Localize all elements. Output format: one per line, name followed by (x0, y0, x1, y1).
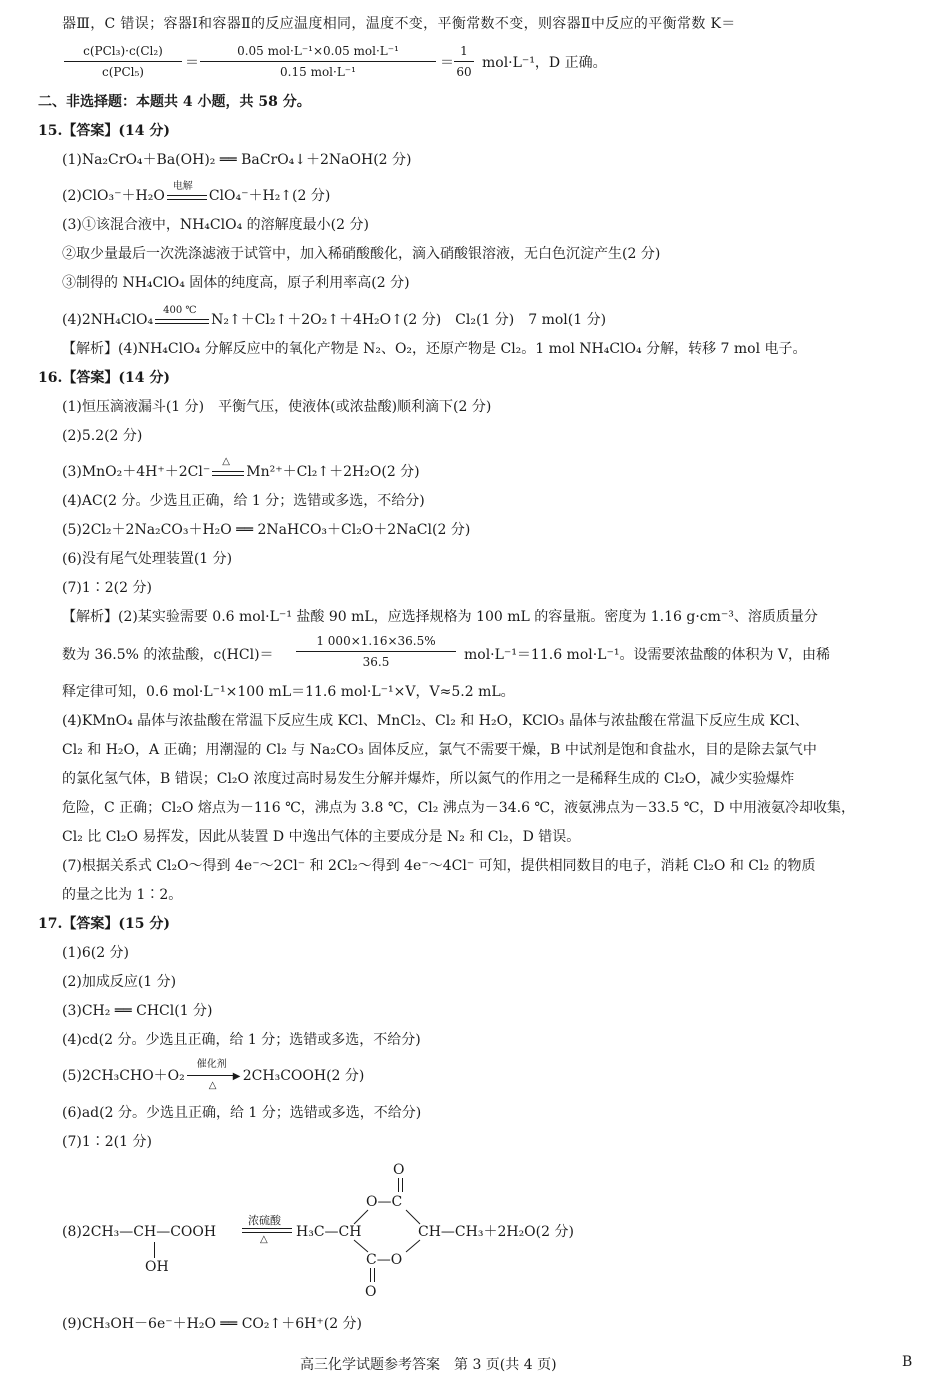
fraction-denominator: 60 (456, 65, 472, 79)
reaction-condition-bottom: △ (208, 1080, 217, 1091)
answer-line: (6)ad(2 分。少选且正确，给 1 分；选错或多选，不给分) (62, 1105, 422, 1121)
equals-sign: ＝ (440, 55, 454, 71)
answer-line: (7)1∶2(1 分) (62, 1134, 152, 1150)
question-heading-15: 15.【答案】(14 分) (38, 123, 170, 139)
ring-ester-bottom: C—O (366, 1252, 403, 1268)
fraction-k-values (200, 42, 436, 81)
answer-line: (3)CH₂ ══ CHCl(1 分) (62, 1003, 213, 1019)
ring-ester-top: O—C (366, 1194, 403, 1210)
fraction-concentration (296, 632, 456, 671)
answer-line: ②取少量最后一次洗涤滤液于试管中，加入稀硝酸酸化，滴入硝酸银溶液，无白色沉淀产生(2 分) (62, 246, 661, 262)
answer-line: (5)2Cl₂＋2Na₂CO₃＋H₂O ══ 2NaHCO₃＋Cl₂O＋2NaCl(2 分) (62, 522, 471, 538)
fraction-denominator: 0.15 mol·L⁻¹ (280, 65, 356, 79)
fraction-denominator: 36.5 (362, 655, 390, 669)
equals-sign: ＝ (185, 55, 199, 71)
fraction-k-result (454, 42, 474, 81)
answer-line: (1)6(2 分) (62, 945, 130, 961)
text-line: 器Ⅲ，C 错误；容器Ⅰ和容器Ⅱ的反应温度相同，温度不变，平衡常数不变，则容器Ⅱ中反应的平衡常数 K＝ (62, 16, 736, 32)
ring-bonds (340, 1200, 430, 1260)
analysis-line: (7)根据关系式 Cl₂O～得到 4e⁻～2Cl⁻ 和 2Cl₂～得到 4e⁻～4Cl⁻ 可知，提供相同数目的电子，消耗 Cl₂O 和 Cl₂ 的物质 (62, 858, 816, 874)
analysis-line: Cl₂ 比 Cl₂O 易挥发，因此从装置 D 中逸出气体的主要成分是 N₂ 和 Cl₂，D 错误。 (62, 829, 581, 845)
answer-line: (2)ClO₃⁻＋H₂O 电解 ClO₄⁻＋H₂↑(2 分) (62, 186, 330, 206)
answer-line: (1)Na₂CrO₄＋Ba(OH)₂ ══ BaCrO₄↓＋2NaOH(2 分) (62, 152, 412, 168)
answer-line: ③制得的 NH₄ClO₄ 固体的纯度高，原子利用率高(2 分) (62, 275, 410, 291)
reaction-condition: 400 ℃ (163, 305, 197, 316)
reactant-formula: (8)2CH₃—CH—COOH (62, 1224, 217, 1240)
fraction-numerator: 0.05 mol·L⁻¹×0.05 mol·L⁻¹ (237, 44, 399, 58)
fraction-numerator: 1 000×1.16×36.5% (316, 634, 436, 648)
section-heading: 二、非选择题：本题共 4 小题，共 58 分。 (38, 94, 311, 110)
answer-line: (2)5.2(2 分) (62, 428, 143, 444)
answer-line: (4)2NH₄ClO₄ 400 ℃ N₂↑＋Cl₂↑＋2O₂↑＋4H₂O↑(2 分) Cl₂(1 分) 7 mol(1 分) (62, 310, 606, 330)
fraction-denominator: c(PCl₅) (102, 65, 144, 79)
answer-line: (4)cd(2 分。少选且正确，给 1 分；选错或多选，不给分) (62, 1032, 421, 1048)
paper-version-mark: B (902, 1354, 913, 1370)
analysis-line: 【解析】(4)NH₄ClO₄ 分解反应中的氧化产物是 N₂、O₂，还原产物是 Cl₂。1 mol NH₄ClO₄ 分解，转移 7 mol 电子。 (62, 341, 807, 357)
answer-line: (4)AC(2 分。少选且正确，给 1 分；选错或多选，不给分) (62, 493, 425, 509)
fraction-k-expression (64, 42, 182, 81)
analysis-line: 的量之比为 1∶2。 (62, 887, 183, 903)
reaction-condition-top: 催化剂 (196, 1059, 227, 1070)
answer-line: (2)加成反应(1 分) (62, 974, 177, 990)
carbonyl-oxygen-bottom: O (365, 1284, 377, 1300)
analysis-line: 数为 36.5% 的浓盐酸，c(HCl)＝ (62, 647, 274, 663)
page-footer: 高三化学试题参考答案 第 3 页(共 4 页) (300, 1357, 557, 1373)
analysis-line: 释定律可知，0.6 mol·L⁻¹×100 mL＝11.6 mol·L⁻¹×V，V≈5.2 mL。 (62, 684, 515, 700)
analysis-line: 的氯化氢气体，B 错误；Cl₂O 浓度过高时易发生分解并爆炸，所以氮气的作用之一是稀释生成的 Cl₂O，减少实验爆炸 (62, 771, 795, 787)
ring-right-substituent: CH—CH₃＋2H₂O(2 分) (418, 1224, 574, 1240)
analysis-line: 【解析】(2)某实验需要 0.6 mol·L⁻¹ 盐酸 90 mL，应选择规格为 100 mL 的容量瓶。密度为 1.16 g·cm⁻³、溶质质量分 (62, 609, 818, 625)
analysis-line: Cl₂ 和 H₂O，A 正确；用潮湿的 Cl₂ 与 Na₂CO₃ 固体反应，氯气不需要干燥，B 中试剂是饱和食盐水，目的是除去氯气中 (62, 742, 817, 758)
analysis-line: (4)KMnO₄ 晶体与浓盐酸在常温下反应生成 KCl、MnCl₂、Cl₂ 和 H₂O，KClO₃ 晶体与浓盐酸在常温下反应生成 KCl、 (62, 713, 809, 729)
reaction-condition-top: 浓硫酸 (248, 1214, 281, 1227)
analysis-line: 危险，C 正确；Cl₂O 熔点为－116 ℃，沸点为 3.8 ℃，Cl₂ 沸点为－34.6 ℃，液氨沸点为－33.5 ℃，D 中用液氨冷却收集， (62, 800, 856, 816)
answer-line: (7)1∶2(2 分) (62, 580, 152, 596)
answer-line: (3)①该混合液中，NH₄ClO₄ 的溶解度最小(2 分) (62, 217, 369, 233)
answer-line: (3)MnO₂＋4H⁺＋2Cl⁻ △ Mn²⁺＋Cl₂↑＋2H₂O(2 分) (62, 462, 420, 482)
text-line: mol·L⁻¹，D 正确。 (482, 55, 607, 71)
ring-left-substituent: H₃C—CH (296, 1224, 362, 1240)
answer-line: (5)2CH₃CHO＋O₂ 催化剂 ▶ △ 2CH₃COOH(2 分) (62, 1066, 364, 1086)
carbonyl-oxygen-top: O (393, 1162, 405, 1178)
hydroxyl-group: OH (145, 1259, 169, 1275)
fraction-numerator: 1 (460, 44, 468, 58)
answer-line: (1)恒压滴液漏斗(1 分) 平衡气压，使液体(或浓盐酸)顺利滴下(2 分) (62, 399, 492, 415)
question-heading-17: 17.【答案】(15 分) (38, 916, 170, 932)
reaction-condition-bottom: △ (260, 1234, 268, 1245)
answer-line: (9)CH₃OH－6e⁻＋H₂O ══ CO₂↑＋6H⁺(2 分) (62, 1316, 363, 1332)
fraction-numerator: c(PCl₃)·c(Cl₂) (83, 44, 163, 58)
reaction-condition: 电解 (172, 181, 193, 192)
reaction-condition: △ (222, 456, 230, 467)
answer-line: (6)没有尾气处理装置(1 分) (62, 551, 233, 567)
analysis-line: mol·L⁻¹＝11.6 mol·L⁻¹。设需要浓盐酸的体积为 V，由稀 (464, 647, 831, 663)
question-heading-16: 16.【答案】(14 分) (38, 370, 170, 386)
